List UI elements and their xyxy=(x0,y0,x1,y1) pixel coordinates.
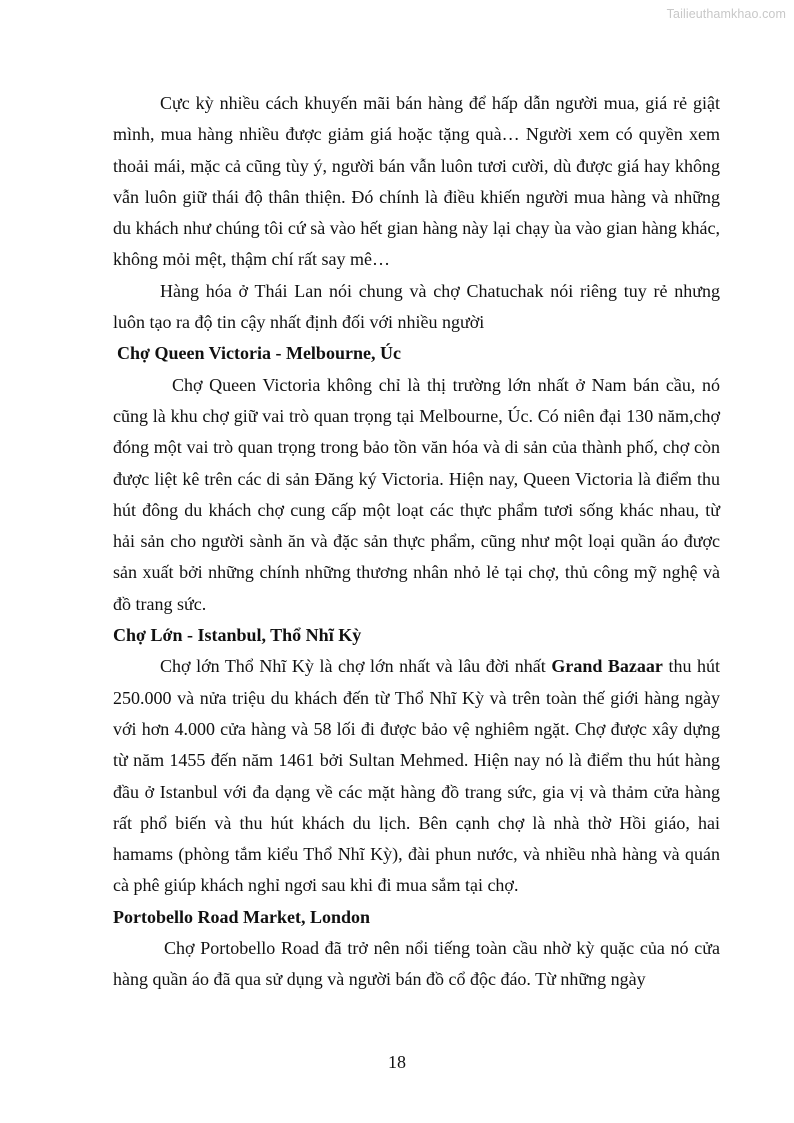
paragraph-promotions: Cực kỳ nhiều cách khuyến mãi bán hàng để hấp dẫn người mua, giá rẻ giật mình, mua hàng nhiều được giảm giá hoặc tặng quà… Người xem có quyền xem thoải mái, mặc cả cũng tùy ý, người bán vẫn luôn tươi cười, dù được giá hay không vẫn luôn giữ thái độ thân thiện. Đó chính là điều khiến người mua hàng và những du khách như chúng tôi cứ sà vào hết gian hàng này lại chạy ùa vào gian hàng khác, không mỏi mệt, thậm chí rất say mê… xyxy=(113,93,720,270)
grand-bazaar-text-before: Chợ lớn Thổ Nhĩ Kỳ là chợ lớn nhất và lâu đời nhất xyxy=(160,656,552,677)
heading-portobello: Portobello Road Market, London xyxy=(113,906,371,927)
heading-queen-victoria: Chợ Queen Victoria - Melbourne, Úc xyxy=(117,343,401,364)
grand-bazaar-bold-name: Grand Bazaar xyxy=(551,656,663,677)
grand-bazaar-text-after: thu hút 250.000 và nửa triệu du khách đến từ Thổ Nhĩ Kỳ và trên toàn thế giới hàng ngày với hơn 4.000 cửa hàng và 58 lối đi được bảo vệ nghiêm ngặt. Chợ được xây dựng từ năm 1455 đến năm 1461 bởi Sultan Mehmed. Hiện nay nó là điểm thu hút hàng đầu ở Istanbul với đa dạng về các mặt hàng đồ trang sức, gia vị và thảm cửa hàng rất phổ biến và thu hút khách du lịch. Bên cạnh chợ là nhà thờ Hồi giáo, hai hamams (phòng tắm kiểu Thổ Nhĩ Kỳ), đài phun nước, và nhiều nhà hàng và quán cà phê giúp khách nghỉ ngơi sau khi đi mua sắm tại chợ. xyxy=(113,656,720,896)
page-number: 18 xyxy=(388,1052,406,1072)
heading-grand-bazaar: Chợ Lớn - Istanbul, Thổ Nhĩ Kỳ xyxy=(113,625,362,646)
watermark-text: Tailieuthamkhao.com xyxy=(666,7,786,21)
paragraph-portobello: Chợ Portobello Road đã trở nên nổi tiếng toàn cầu nhờ kỳ quặc của nó cửa hàng quần áo đã qua sử dụng và người bán đồ cổ độc đáo. Từ những ngày xyxy=(113,938,720,990)
paragraph-grand-bazaar xyxy=(113,651,720,901)
paragraph-queen-victoria: Chợ Queen Victoria không chỉ là thị trường lớn nhất ở Nam bán cầu, nó cũng là khu chợ giữ vai trò quan trọng tại Melbourne, Úc. Có niên đại 130 năm,chợ đóng một vai trò quan trọng trong bảo tồn văn hóa và di sản của thành phố, chợ còn được liệt kê trên các di sản Đăng ký Victoria. Hiện nay, Queen Victoria là điểm thu hút đông du khách chợ cung cấp một loạt các thực phẩm tươi sống khác nhau, từ hải sản cho người sành ăn và đặc sản thực phẩm, cũng như một loại quần áo được sản xuất bởi những chính những thương nhân nhỏ lẻ tại chợ, thủ công mỹ nghệ và đồ trang sức. xyxy=(113,374,720,614)
paragraph-thailand-goods: Hàng hóa ở Thái Lan nói chung và chợ Chatuchak nói riêng tuy rẻ nhưng luôn tạo ra độ tin cậy nhất định đối với nhiều người xyxy=(113,280,720,333)
document-body xyxy=(113,88,720,996)
